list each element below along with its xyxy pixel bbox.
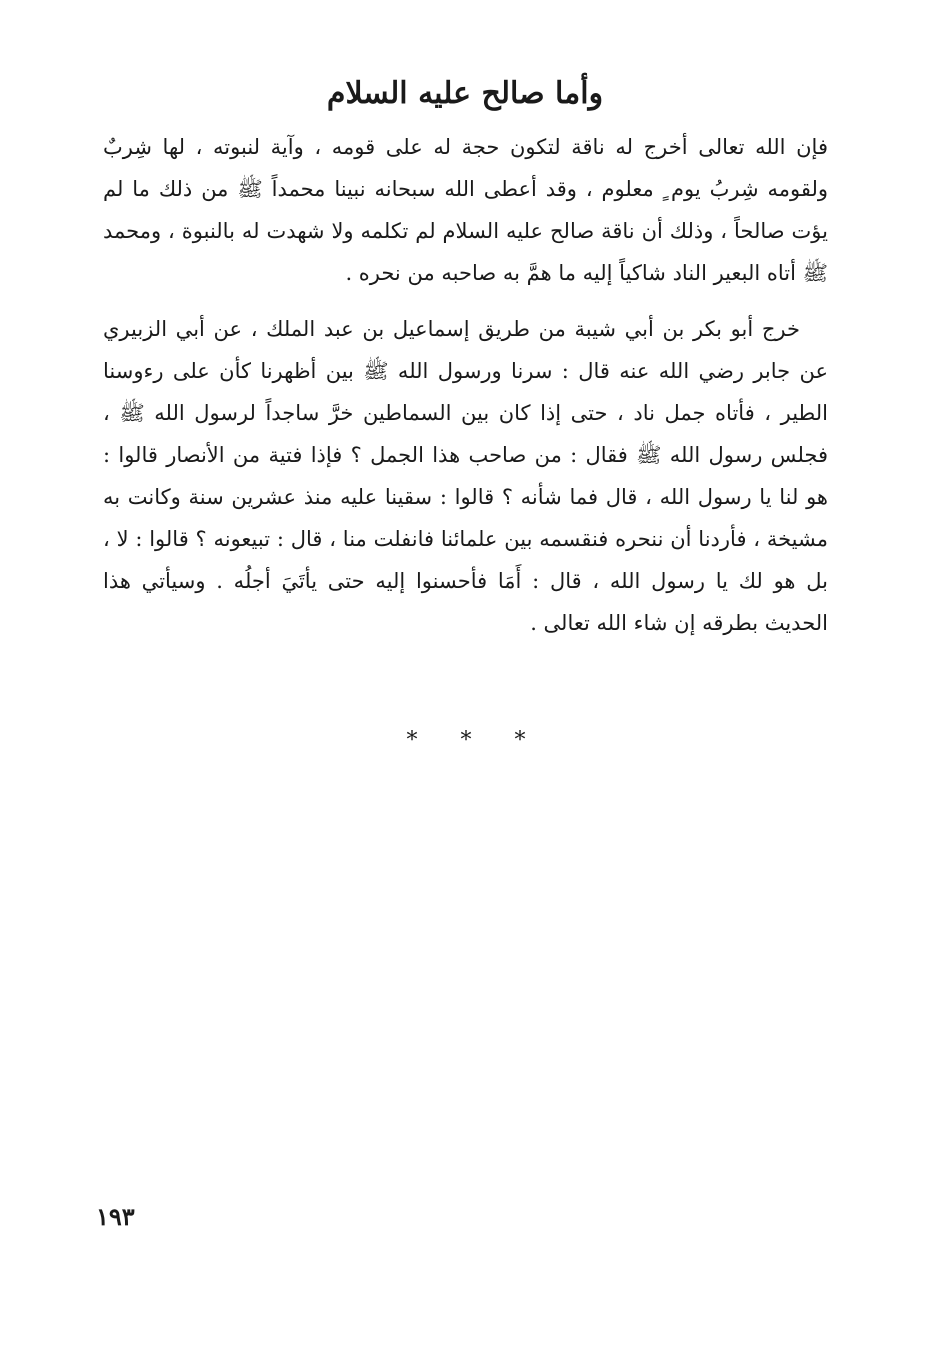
paragraph-hadith-jabir: خرج أبو بكر بن أبي شيبة من طريق إسماعيل بن عبد الملك ، عن أبي الزبيري عن جابر رضي الله عنه قال : سرنا ورسول الله ﷺ بين أظهرنا كأن على رءوسنا الطير ، فأتاه جمل ناد ، حتى إذا كان بين السماطين خرَّ ساجداً لرسول الله ﷺ ، فجلس رسول الله ﷺ فقال : من صاحب هذا الجمل ؟ فإذا فتية من الأنصار قالوا : هو لنا يا رسول الله ، قال فما شأنه ؟ قالوا : سقينا عليه منذ عشرين سنة وكانت به مشيخة ، فأردنا أن ننحره فنقسمه بين علمائنا فانفلت منا ، قال : تبيعونه ؟ قالوا : لا ، بل هو لك يا رسول الله ، قال : أَمَا فأحسنوا إليه حتى يأتَيَ أجلُه . وسيأتي هذا الحديث بطرقه إن شاء الله تعالى . (103, 317, 828, 635)
paragraph-camel-of-salih: فإن الله تعالى أخرج له ناقة لتكون حجة له على قومه ، وآية لنبوته ، لها شِربٌ ولقومه شِربُ يوم ٍ معلوم ، وقد أعطى الله سبحانه نبينا محمداً ﷺ من ذلك ما لم يؤت صالحاً ، وذلك أن ناقة صالح عليه السلام لم تكلمه ولا شهدت له بالنبوة ، ومحمد ﷺ أتاه البعير الناد شاكياً إليه ما همَّ به صاحبه من نحره . (103, 135, 828, 285)
page-number: ١٩٣ (96, 1202, 135, 1231)
section-title: وأما صالح عليه السلام (326, 76, 604, 111)
section-separator-ornament: * * * (406, 728, 544, 753)
